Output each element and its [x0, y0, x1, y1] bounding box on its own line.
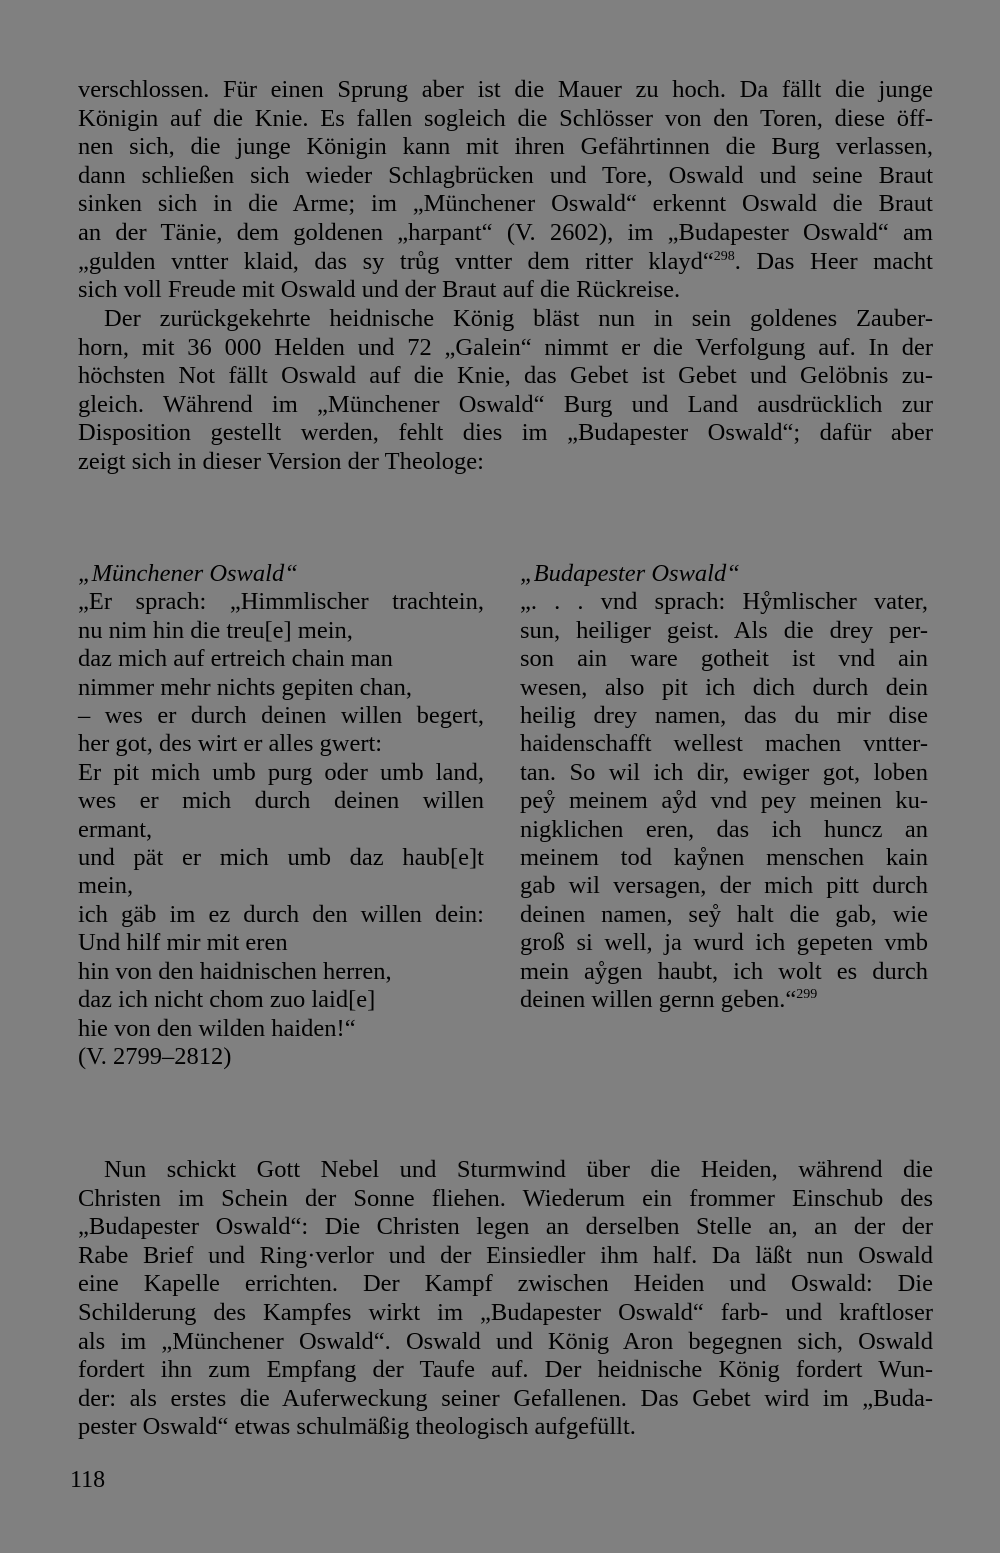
paragraph-3-line: Rabe Brief und Ring·verlor und der Einsiedler ihm half. Da läßt nun Oswald: [78, 1241, 933, 1269]
paragraph-2-line: zeigt sich in dieser Version der Theologe:: [78, 447, 484, 475]
paragraph-2-line: Der zurückgekehrte heidnische König bläst nun in sein goldenes Zauber-: [104, 305, 933, 332]
paragraph-1-line: nen sich, die junge Königin kann mit ihren Gefährtinnen die Burg verlassen,: [78, 133, 933, 161]
quote-line: wesen, also pit ich dich durch dein: [520, 673, 928, 701]
quote-line: groß si well, ja wurd ich gepeten vmb: [520, 929, 928, 957]
paragraph-1-line: dann schließen sich wieder Schlagbrücken und Tore, Oswald und seine Braut: [78, 161, 933, 189]
paragraph-2-line: gleich. Während im „Münchener Oswald“ Burg und Land ausdrücklich zur: [78, 390, 933, 418]
paragraph-2: [78, 305, 933, 477]
quote-line: hin von den haidnischen herren,: [78, 957, 392, 985]
paragraph-1-line: an der Tänie, dem goldenen „harpant“ (V. 2602), im „Budapester Oswald“ am: [78, 218, 933, 246]
quote-line: ich gäb im ez durch den willen dein:: [78, 900, 484, 928]
quote-line: daz ich nicht chom zuo laid[e]: [78, 986, 376, 1014]
quote-line: daz mich auf ertreich chain man: [78, 645, 393, 673]
quote-line: Und hilf mir mit eren: [78, 929, 288, 957]
quote-line-with-footnote: [520, 986, 928, 1014]
quote-line: ermant,: [78, 815, 153, 843]
quote-line: peẙ meinem aẙd vnd pey meinen ku-: [520, 787, 928, 815]
paragraph-3-line: „Budapester Oswald“: Die Christen legen an derselben Stelle an, an der der: [78, 1213, 933, 1241]
paragraph-3-line: fordert ihn zum Empfang der Taufe auf. Der heidnische König fordert Wun-: [78, 1356, 933, 1384]
paragraph-2-line: horn, mit 36 000 Helden und 72 „Galein“ nimmt er die Verfolgung auf. In der: [78, 333, 933, 361]
quote-budapester-oswald: [520, 560, 928, 1015]
paragraph-2-line: höchsten Not fällt Oswald auf die Knie, das Gebet ist Gebet und Gelöbnis zu-: [78, 362, 933, 390]
paragraph-3-line: als im „Münchener Oswald“. Oswald und König Aron begegnen sich, Oswald: [78, 1327, 933, 1355]
paragraph-3-line: Christen im Schein der Sonne fliehen. Wiederum ein frommer Einschub des: [78, 1184, 933, 1212]
paragraph-1-line: sinken sich in die Arme; im „Münchener Oswald“ erkennt Oswald die Braut: [78, 190, 933, 218]
paragraph-3-line: pester Oswald“ etwas schulmäßig theologisch aufgefüllt.: [78, 1413, 636, 1441]
page-number: 118: [70, 1467, 106, 1493]
paragraph-3: [78, 1156, 933, 1442]
quote-line: „. . . vnd sprach: Hẙmlischer vater,: [520, 588, 928, 616]
paragraph-3-line: eine Kapelle errichten. Der Kampf zwischen Heiden und Oswald: Die: [78, 1270, 933, 1298]
quote-line: heilig drey namen, das du mir dise: [520, 702, 928, 730]
quote-line: nimmer mehr nichts gepiten chan,: [78, 673, 413, 701]
paragraph-3-line: der: als erstes die Auferweckung seiner Gefallenen. Das Gebet wird im „Buda-: [78, 1384, 933, 1412]
quote-line: her got, des wirt er alles gwert:: [78, 730, 383, 758]
paragraph-1-line: Königin auf die Knie. Es fallen sogleich die Schlösser von den Toren, diese öff-: [78, 104, 933, 132]
paragraph-1-line: verschlossen. Für einen Sprung aber ist die Mauer zu hoch. Da fällt die junge: [78, 76, 933, 103]
quote-line: tan. So wil ich dir, ewiger got, loben: [520, 758, 928, 786]
quote-line: nigklichen eren, das ich huncz an: [520, 815, 928, 843]
quote-line: nu nim hin die treu[e] mein,: [78, 616, 353, 644]
paragraph-1-line-tail: . Das Heer macht: [734, 247, 933, 275]
quote-line: meinem tod kaẙnen menschen kain: [520, 844, 928, 872]
paragraph-1-line: sich voll Freude mit Oswald und der Braut auf die Rückreise.: [78, 276, 681, 304]
quote-line: und pät er mich umb daz haub[e]t: [78, 844, 484, 872]
quote-line: haidenschafft wellest machen vntter-: [520, 730, 928, 758]
quote-line: sun, heiliger geist. Als die drey per-: [520, 616, 928, 644]
quote-line: deinen namen, seẙ halt die gab, wie: [520, 900, 928, 928]
quote-title: „Budapester Oswald“: [520, 560, 740, 587]
quote-line: son ain ware gotheit ist vnd ain: [520, 645, 928, 673]
quote-line: gab wil versagen, der mich pitt durch: [520, 872, 928, 900]
footnote-ref-298: 298: [713, 248, 735, 264]
paragraph-3-line: Schilderung des Kampfes wirkt im „Budapester Oswald“ farb- und kraftloser: [78, 1298, 933, 1326]
paragraph-3-line: Nun schickt Gott Nebel und Sturmwind über die Heiden, während die: [104, 1156, 933, 1183]
quote-title: „Münchener Oswald“: [78, 560, 298, 587]
quote-line: mein aẙgen haubt, ich wolt es durch: [520, 957, 928, 985]
footnote-ref-299: 299: [796, 987, 818, 1003]
quote-line: hie von den wilden haiden!“: [78, 1014, 356, 1042]
quote-line: deinen willen gernn geben.“: [520, 986, 797, 1014]
paragraph-1: [78, 76, 933, 305]
paragraph-2-line: Disposition gestellt werden, fehlt dies im „Budapester Oswald“; dafür aber: [78, 419, 933, 447]
quote-line: – wes er durch deinen willen begert,: [78, 702, 484, 730]
quote-muenchener-oswald: [78, 560, 484, 1071]
quote-line: „Er sprach: „Himmlischer trachtein,: [78, 588, 484, 616]
paragraph-1-line-with-footnote: [78, 248, 933, 277]
quote-line: wes er mich durch deinen willen: [78, 787, 484, 815]
quote-citation: (V. 2799–2812): [78, 1042, 232, 1070]
paragraph-1-line: „gulden vntter klaid, das sy trůg vntter dem ritter klayd“: [78, 247, 714, 275]
quote-line: Er pit mich umb purg oder umb land,: [78, 758, 484, 786]
quote-line: mein,: [78, 872, 134, 900]
